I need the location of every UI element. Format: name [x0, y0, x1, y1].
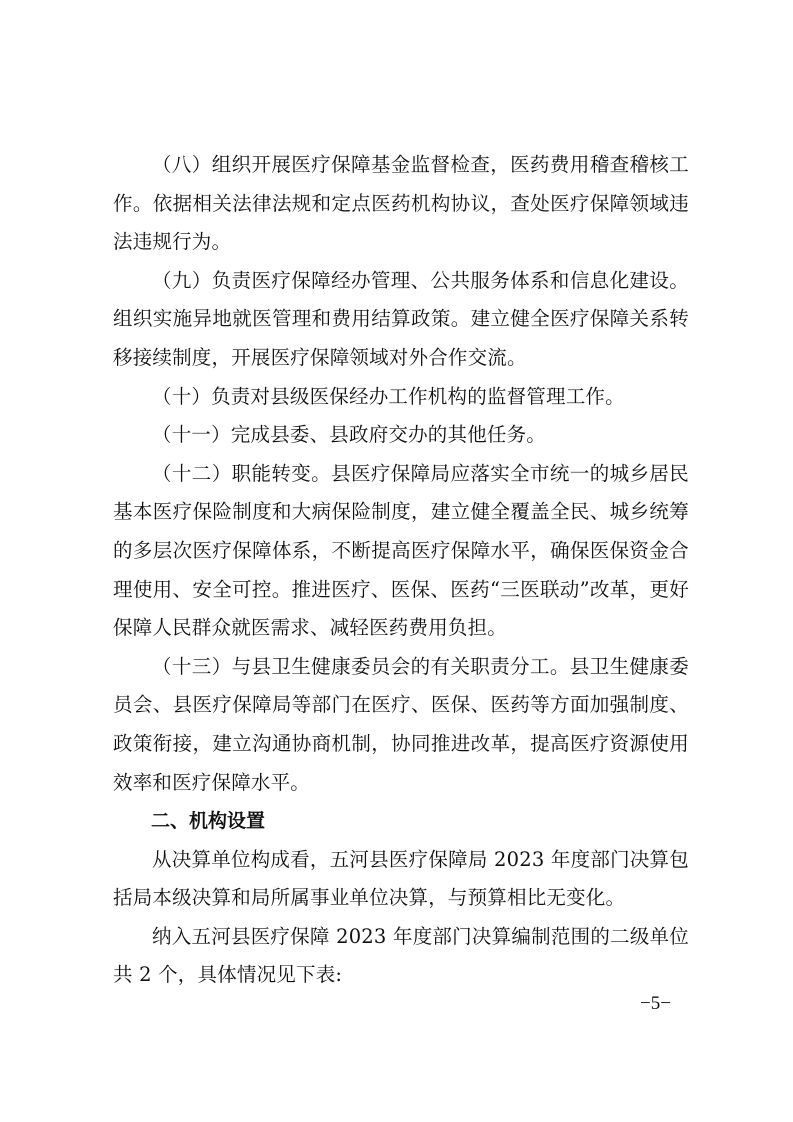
- paragraph-item-10: （十）负责对县级医保经办工作机构的监督管理工作。: [152, 384, 625, 408]
- paragraph-item-9: （九）负责医疗保障经办管理、公共服务体系和信息化建设。组织实施异地就医管理和费用结算政策。建立健全医疗保障关系转移接续制度，开展医疗保障领域对外合作交流。: [113, 268, 689, 369]
- paragraph-item-8: （八）组织开展医疗保障基金监督检查，医药费用稽查稽核工作。依据相关法律法规和定点医药机构协议，查处医疗保障领域违法违规行为。: [113, 153, 689, 254]
- document-body: [113, 146, 689, 995]
- paragraph-item-13: （十三）与县卫生健康委员会的有关职责分工。县卫生健康委员会、县医疗保障局等部门在医疗、医保、医药等方面加强制度、政策衔接，建立沟通协商机制，协同推进改革，提高医疗资源使用效率和医疗保障水平。: [113, 654, 689, 794]
- section-paragraph: 纳入五河县医疗保障 2023 年度部门决算编制范围的二级单位共 2 个，具体情况见下表:: [113, 924, 689, 987]
- paragraph-item-11: （十一）完成县委、县政府交办的其他任务。: [152, 423, 547, 447]
- paragraph-item-12: （十二）职能转变。县医疗保障局应落实全市统一的城乡居民基本医疗保险制度和大病保险制度，建立健全覆盖全民、城乡统筹的多层次医疗保障体系，不断提高医疗保障水平，确保医保资金合理使用、安全可控。推进医疗、医保、医药“三医联动”改革，更好保障人民群众就医需求、减轻医药费用负担。: [113, 461, 689, 640]
- section-paragraph: 从决算单位构成看，五河县医疗保障局 2023 年度部门决算包括局本级决算和局所属事业单位决算，与预算相比无变化。: [113, 847, 689, 910]
- page-number: −5−: [640, 993, 671, 1014]
- section-heading: 二、机构设置: [151, 810, 266, 833]
